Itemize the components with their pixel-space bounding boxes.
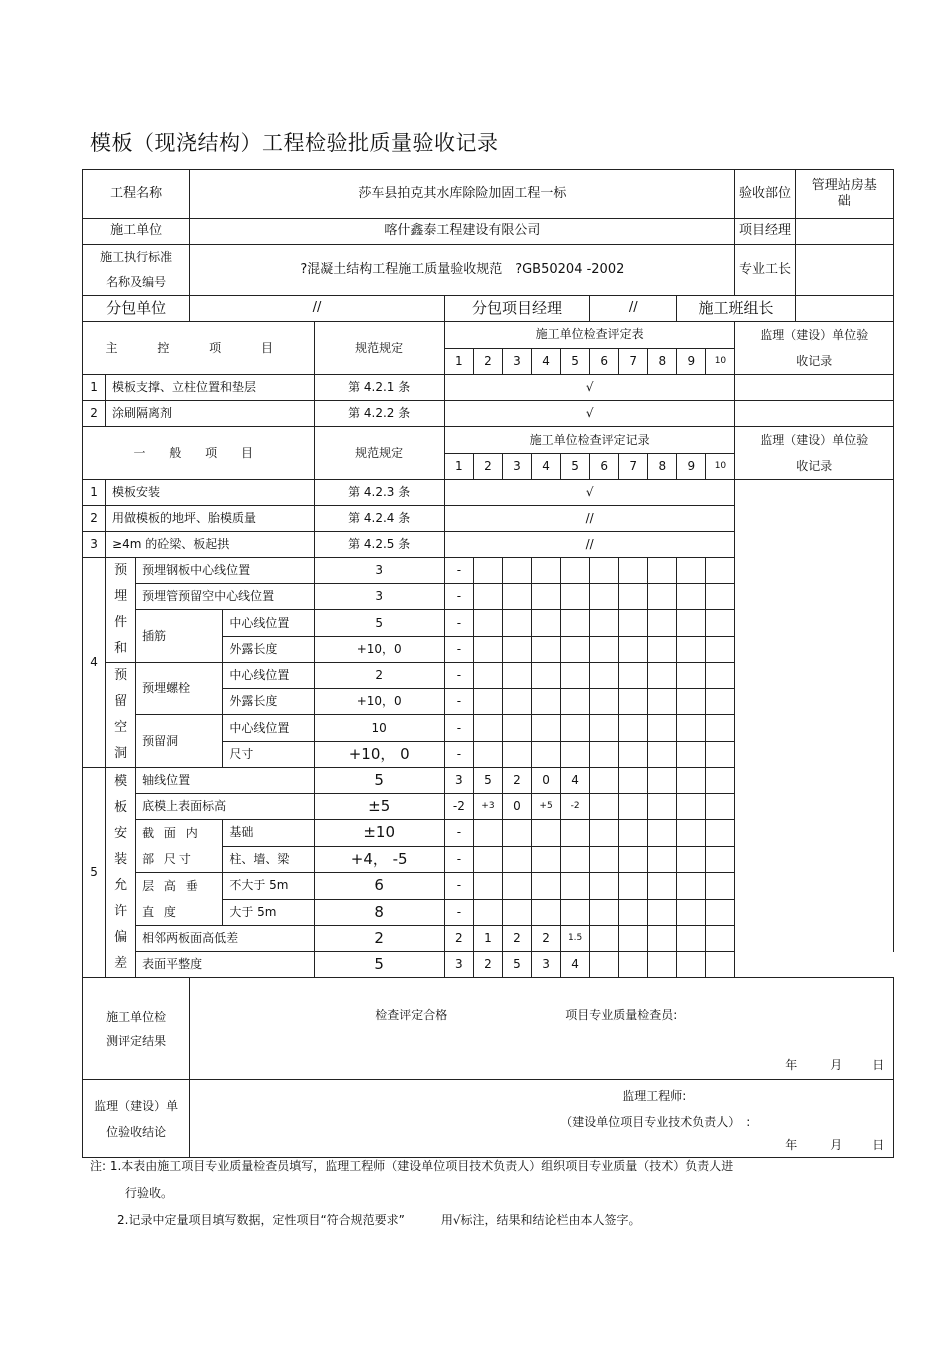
group5-spec: 2 (314, 926, 444, 952)
col-num: 3 (502, 348, 531, 375)
measure-value: - (444, 899, 473, 926)
measure-value: 1 (473, 926, 502, 952)
row-no: 1 (83, 480, 106, 506)
label-char: 埋 (114, 589, 128, 604)
general-item: 用做模板的地坪、胎模质量 (106, 506, 314, 532)
label-char: 件 (114, 615, 128, 630)
general-result: // (444, 532, 735, 558)
project-name-value: 莎车县拍克其水库除险加固工程一标 (190, 170, 735, 219)
construction-unit-label: 施工单位 (83, 219, 190, 245)
main-item: 模板支撑、立柱位置和垫层 (106, 375, 314, 401)
col-num: 1 (444, 454, 473, 480)
bolt-label: 预埋螺栓 (136, 663, 223, 715)
measure-value: 2 (502, 768, 531, 794)
note-1-cont: 行验收。 (125, 1186, 174, 1200)
col-num: 7 (619, 454, 648, 480)
inspector-label: 项目专业质量检查员: (565, 1008, 678, 1022)
group4-sub: 外露长度 (223, 637, 314, 663)
col-num: 5 (561, 348, 590, 375)
group4-label-b (106, 663, 136, 768)
general-spec: 第 4.2.5 条 (314, 532, 444, 558)
label-char: 预 (114, 668, 128, 683)
group4-sub: 外露长度 (223, 689, 314, 715)
construction-result-cell (190, 978, 894, 1080)
group5-item: 底模上表面标高 (136, 794, 314, 820)
label-char: 空 (114, 720, 128, 735)
group5-spec: ±5 (314, 794, 444, 820)
note-2: 2.记录中定量项目填写数据，定性项目“符合规范要求” 用√标注，结果和结论栏由本人签字。 (117, 1213, 641, 1227)
subcontractor-value: // (190, 296, 445, 322)
group5-no: 5 (83, 768, 106, 978)
group5-sub: 基础 (223, 820, 314, 847)
note-1: 注: 1.本表由施工项目专业质量检查员填写，监理工程师（建设单位项目技术负责人）组织项目专业质量（技术）负责人进 (90, 1159, 734, 1173)
construction-result-label: 施工单位检测评定结果 (83, 978, 190, 1080)
general-supervisor-cell (735, 480, 894, 952)
col-num: 9 (677, 454, 706, 480)
team-leader-label: 施工班组长 (677, 296, 795, 322)
form-table (82, 169, 894, 1158)
engineer-label: 监理工程师: (622, 1089, 687, 1103)
general-spec: 第 4.2.4 条 (314, 506, 444, 532)
measure-value: 4 (561, 768, 590, 794)
section-label: 截 面 内 部 尺寸 (136, 820, 223, 873)
group5-spec: 5 (314, 952, 444, 978)
group5-sub: 大于 5m (223, 899, 314, 926)
main-result: √ (444, 375, 735, 401)
group4-spec: +10，0 (314, 637, 444, 663)
col-num: 8 (648, 348, 677, 375)
group4-item: 预埋管预留空中心线位置 (136, 584, 314, 610)
group4-value: - (444, 637, 473, 663)
measure-value: 1.5 (561, 926, 590, 952)
group4-value: - (444, 584, 473, 610)
group5-label (106, 768, 136, 978)
group4-sub: 中心线位置 (223, 715, 314, 742)
general-supervisor-header: 监理（建设）单位验收记录 (735, 427, 894, 480)
group4-no: 4 (83, 558, 106, 768)
general-item: ≥4m 的砼梁、板起拱 (106, 532, 314, 558)
measure-value: +5 (532, 794, 561, 820)
group4-item: 预埋钢板中心线位置 (136, 558, 314, 584)
col-num: 4 (532, 454, 561, 480)
month-label: 月 (830, 1058, 843, 1072)
general-spec-label: 规范规定 (314, 427, 444, 480)
col-num: 5 (561, 454, 590, 480)
col-num: 7 (619, 348, 648, 375)
group4-value: - (444, 558, 473, 584)
label-char: 留 (114, 694, 128, 709)
general-check-header: 施工单位检查评定记录 (444, 427, 735, 454)
measure-value: +3 (473, 794, 502, 820)
measure-value: 2 (532, 926, 561, 952)
hole-label: 预留洞 (136, 715, 223, 768)
acceptance-part-value: 管理站房基础 (795, 170, 893, 219)
group5-item: 轴线位置 (136, 768, 314, 794)
measure-value: 3 (444, 952, 473, 978)
label-char: 板 (114, 799, 128, 815)
project-manager-value (795, 219, 893, 245)
label-char: 和 (114, 641, 128, 656)
sub-pm-value: // (590, 296, 677, 322)
month-label: 月 (830, 1138, 843, 1152)
acceptance-part-label: 验收部位 (735, 170, 795, 219)
main-supervisor-header: 监理（建设）单位验收记录 (735, 322, 894, 375)
group5-sub: 柱、墙、梁 (223, 846, 314, 873)
year-label: 年 (785, 1138, 798, 1152)
group4-spec: 5 (314, 610, 444, 637)
group5-spec: 8 (314, 899, 444, 926)
measure-value: -2 (561, 794, 590, 820)
group5-spec: +4， -5 (314, 846, 444, 873)
main-item: 涂刷隔离剂 (106, 401, 314, 427)
col-num: 1 (444, 348, 473, 375)
row-no: 1 (83, 375, 106, 401)
measure-value: 3 (444, 768, 473, 794)
row-no: 2 (83, 506, 106, 532)
group4-value: - (444, 610, 473, 637)
main-spec-label: 规范规定 (314, 322, 444, 375)
group5-spec: 6 (314, 873, 444, 900)
standard-value: ?混凝土结构工程施工质量验收规范 ?GB50204 -2002 (190, 245, 735, 296)
label-char: 安 (114, 825, 128, 841)
main-check-header: 施工单位检查评定表 (444, 322, 735, 349)
group5-spec: ±10 (314, 820, 444, 847)
page-title: 模板（现浇结构）工程检验批质量验收记录 (90, 131, 499, 155)
measure-value: 2 (473, 952, 502, 978)
col-num: 8 (648, 454, 677, 480)
label-char: 模 (114, 773, 128, 789)
col-num: 6 (590, 348, 619, 375)
group4-sub: 中心线位置 (223, 663, 314, 689)
general-item: 模板安装 (106, 480, 314, 506)
story-label: 层 高 垂 直 度 (136, 873, 223, 926)
group5-spec: 5 (314, 768, 444, 794)
col-num: 2 (473, 454, 502, 480)
label-char: 洞 (114, 746, 128, 761)
group4-label-a (106, 558, 136, 663)
owner-tech-label: （建设单位项目专业技术负责人） : (560, 1115, 751, 1129)
measure-value: 0 (502, 794, 531, 820)
supervision-result-cell (190, 1080, 894, 1158)
main-supervisor-cell (735, 375, 894, 401)
group4-spec: 3 (314, 558, 444, 584)
col-num: 2 (473, 348, 502, 375)
label-char: 偏 (114, 929, 128, 945)
label-char: 装 (114, 851, 128, 867)
measure-value: 3 (532, 952, 561, 978)
group4-sub: 尺寸 (223, 742, 314, 768)
label-char: 允 (114, 877, 128, 893)
row-no: 3 (83, 532, 106, 558)
construction-unit-value: 喀什鑫泰工程建设有限公司 (190, 219, 735, 245)
measure-value: -2 (444, 794, 473, 820)
subcontractor-label: 分包单位 (83, 296, 190, 322)
group4-value: - (444, 663, 473, 689)
col-num: 10 (706, 454, 735, 480)
group5-item: 相邻两板面高低差 (136, 926, 314, 952)
group4-sub: 中心线位置 (223, 610, 314, 637)
measure-value: - (444, 846, 473, 873)
evaluation-text: 检查评定合格 (375, 1008, 448, 1022)
standard-label: 施工执行标准名称及编号 (83, 245, 190, 296)
measure-value: - (444, 820, 473, 847)
team-leader-value (795, 296, 893, 322)
group4-spec: 2 (314, 663, 444, 689)
group4-spec: +10， 0 (314, 742, 444, 768)
general-spec: 第 4.2.3 条 (314, 480, 444, 506)
measure-value: 5 (473, 768, 502, 794)
row-no: 2 (83, 401, 106, 427)
col-num: 9 (677, 348, 706, 375)
day-label: 日 (872, 1058, 885, 1072)
project-name-label: 工程名称 (83, 170, 190, 219)
rebar-label: 插筋 (136, 610, 223, 663)
measure-value: 2 (444, 926, 473, 952)
measure-value: 0 (532, 768, 561, 794)
measure-value: 4 (561, 952, 590, 978)
group4-spec: 3 (314, 584, 444, 610)
supervision-result-label: 监理（建设）单位验收结论 (83, 1080, 190, 1158)
group4-value: - (444, 689, 473, 715)
label-char: 许 (114, 903, 128, 919)
general-result: √ (444, 480, 735, 506)
col-num: 6 (590, 454, 619, 480)
col-num: 3 (502, 454, 531, 480)
label-char: 预 (114, 563, 128, 578)
group4-spec: +10，0 (314, 689, 444, 715)
group4-value: - (444, 742, 473, 768)
group4-spec: 10 (314, 715, 444, 742)
general-result: // (444, 506, 735, 532)
inspection-form (82, 169, 894, 1158)
specialist-label: 专业工长 (735, 245, 795, 296)
col-num: 4 (532, 348, 561, 375)
col-num: 10 (706, 348, 735, 375)
group5-item: 表面平整度 (136, 952, 314, 978)
main-spec: 第 4.2.2 条 (314, 401, 444, 427)
measure-value: 2 (502, 926, 531, 952)
year-label: 年 (785, 1058, 798, 1072)
group5-sub: 不大于 5m (223, 873, 314, 900)
main-supervisor-cell (735, 401, 894, 427)
group4-value: - (444, 715, 473, 742)
footnotes (90, 1153, 733, 1234)
day-label: 日 (872, 1138, 885, 1152)
main-result: √ (444, 401, 735, 427)
main-items-heading: 主 控 项 目 (83, 322, 315, 375)
specialist-value (795, 245, 893, 296)
main-spec: 第 4.2.1 条 (314, 375, 444, 401)
label-char: 差 (114, 955, 128, 971)
measure-value: - (444, 873, 473, 900)
project-manager-label: 项目经理 (735, 219, 795, 245)
general-items-heading: 一 般 项 目 (83, 427, 315, 480)
measure-value: 5 (502, 952, 531, 978)
sub-pm-label: 分包项目经理 (444, 296, 589, 322)
